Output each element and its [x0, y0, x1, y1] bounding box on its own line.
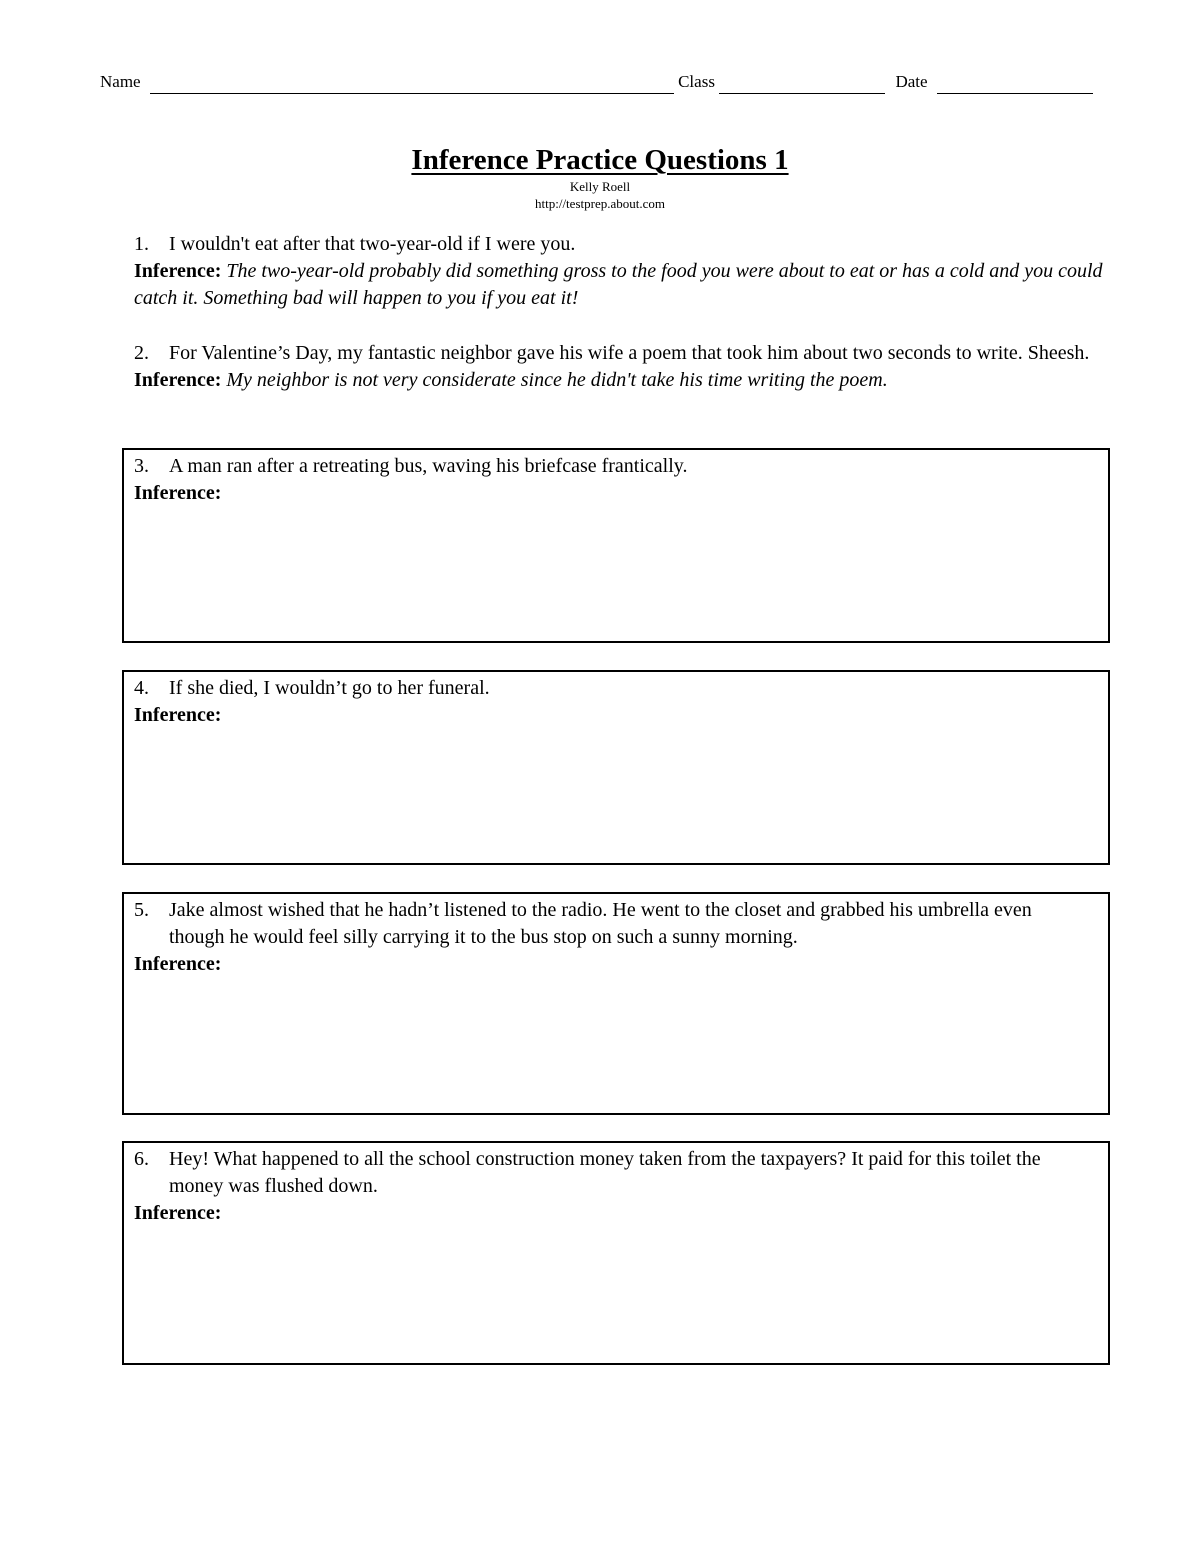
inference-label: Inference:	[134, 260, 222, 282]
inference-line	[134, 367, 1104, 394]
answer-box-4[interactable]	[122, 670, 1110, 865]
name-label: Name	[100, 72, 141, 91]
page-title: Inference Practice Questions 1	[411, 144, 789, 176]
question-number: 1.	[134, 233, 149, 255]
question-text: Jake almost wished that he hadn’t listened to the radio. He went to the closet and grabbed his umbrella even though he would feel silly carrying it to the bus stop on such a sunny morning.	[169, 899, 1032, 948]
question-text: Hey! What happened to all the school construction money taken from the taxpayers? It paid for this toilet the money was flushed down.	[169, 1148, 1041, 1197]
question-number: 4.	[134, 677, 149, 699]
question-5	[134, 897, 1089, 978]
question-text: I wouldn't eat after that two-year-old if I were you.	[169, 233, 576, 255]
question-number: 2.	[134, 342, 149, 364]
inference-label: Inference:	[134, 482, 222, 504]
date-field[interactable]	[937, 74, 1093, 94]
class-field[interactable]	[719, 74, 885, 94]
question-text: A man ran after a retreating bus, waving his briefcase frantically.	[169, 455, 688, 477]
header-fields	[100, 70, 1102, 94]
inference-answer: The two-year-old probably did something gross to the food you were about to eat or has a cold and you could catch it. Something bad will happen to you if you eat it!	[134, 260, 1103, 309]
answer-box-6[interactable]	[122, 1141, 1110, 1365]
question-6	[134, 1146, 1089, 1227]
question-2	[134, 340, 1104, 394]
author: Kelly Roell	[569, 179, 631, 194]
inference-label: Inference:	[134, 1202, 222, 1224]
inference-line	[134, 258, 1104, 312]
inference-label: Inference:	[134, 369, 222, 391]
date-label: Date	[895, 72, 928, 91]
question-number: 6.	[134, 1148, 149, 1170]
question-number: 3.	[134, 455, 149, 477]
question-3	[134, 453, 1089, 507]
inference-answer: My neighbor is not very considerate since he didn't take his time writing the poem.	[226, 369, 888, 391]
answer-box-3[interactable]	[122, 448, 1110, 643]
source-url: http://testprep.about.com	[535, 196, 665, 211]
question-text: For Valentine’s Day, my fantastic neighbor gave his wife a poem that took him about two seconds to write. Sheesh.	[169, 342, 1090, 364]
question-number: 5.	[134, 899, 149, 921]
question-4	[134, 675, 1089, 729]
class-label: Class	[678, 72, 715, 91]
answer-box-5[interactable]	[122, 892, 1110, 1115]
question-text: If she died, I wouldn’t go to her funeral.	[169, 677, 490, 699]
question-1	[134, 231, 1104, 312]
name-field[interactable]	[150, 74, 674, 94]
inference-label: Inference:	[134, 953, 222, 975]
inference-label: Inference:	[134, 704, 222, 726]
